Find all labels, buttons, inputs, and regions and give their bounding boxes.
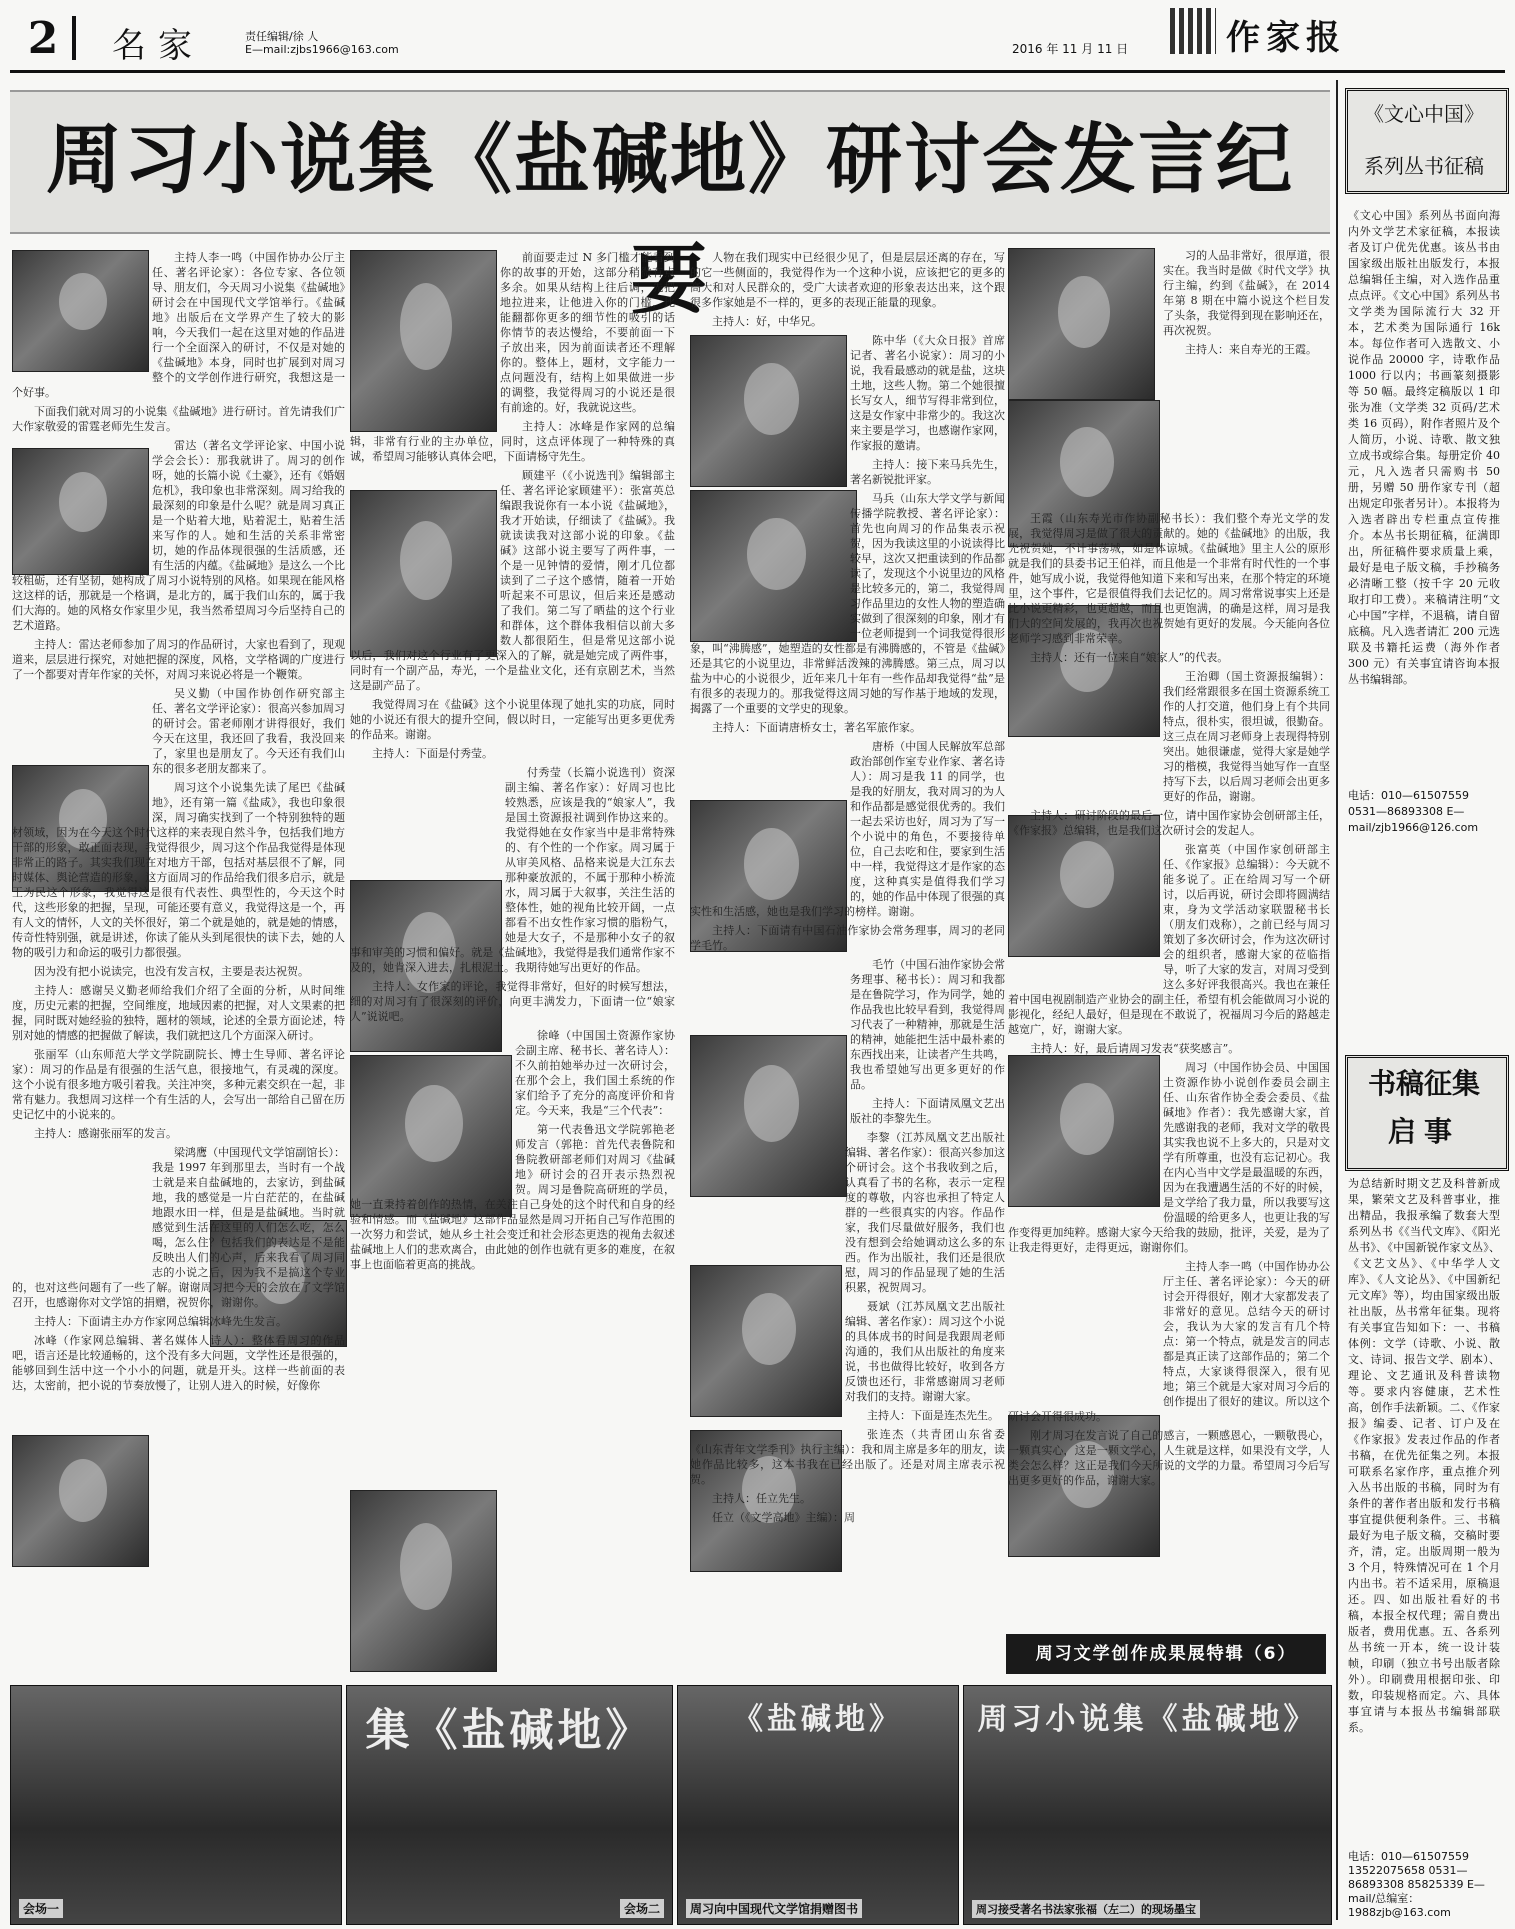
paragraph: 主持人李一鸣（中国作协办公厅主任、著名评论家）：今天的研讨会开得很好，刚才大家都发表了非常好的意见。总结今天的研讨会，我认为大家的发言有几个特点：第一个特点，就是发言的同志都是真正读了这部作品的；第二个特点，大家谈得很深入，很有见地；第三个就是大家对周习今后的创作提出了很好的建议。所以这个研讨会开得很成功。 (1008, 1260, 1330, 1423)
photo-caption: 周习向中国现代文学馆捐赠图书 (686, 1899, 862, 1918)
paragraph: 主持人：下面是付秀莹。 (372, 747, 493, 760)
paragraph: 顾建平（《小说选刊》编辑部主任、著名评论家顾建平）：张富英总编跟我说你有一本小说《盐碱地》，我才开始读，仔细读了《盐碱》。我就读读我对这部小说的印象。《盐碱》这部小说主要写了两件事，一个是一见钟情的爱情，刚才几位都读到了二子这个感情，随着一开始听起来不可思议，但后来还是感动了我们。第二写了晒盐的这个行业和群体，这个群体我相信以前大多数人都很陌生，但是常见这部小说以后，我们对这个行业有了更深入的了解，就是她完成了两件事，同时有一个副产品，寿光，一个是盐业文化，还有京剧艺术，当然这是副产品了。 (350, 469, 675, 692)
paragraph: 主持人：接下来马兵先生，著名新锐批评家。 (850, 458, 1005, 486)
paragraph: 周习（中国作协会员、中国国土资源作协小说创作委员会副主任、山东省作协全委会委员、《盐碱地》作者）：我先感谢大家，首先感谢我的老师，我对文学的敬畏其实我也说不上多大的，只是对文学有所尊重，也没有忘记初心。我在内心当中文学是最温暖的东西，因为在我遭遇生活的不好的时候，是文学给了我力量，所以我要写这份温暖的给更多人，也更让我的写作变得更加纯粹。感谢大家今天给我的鼓励，批评，关爱，是为了让我走得更好，走得更远，谢谢你们。 (1008, 1061, 1330, 1254)
photo-caption: 会场一 (19, 1899, 63, 1918)
paragraph: 聂斌（江苏凤凰文艺出版社编辑、著名作家）：周习这个小说的具体成书的时间是我跟周老师沟通的，我们从出版社的角度来说，书也做得比较好，收到各方反馈也还行，非常感谢周习老师对我们的支持。谢谢大家。 (845, 1300, 1005, 1403)
editor-credit: 责任编辑/徐 人 (245, 30, 319, 43)
paragraph: 我觉得周习在《盐碱》这个小说里体现了她扎实的功底，同时她的小说还有很大的提升空间，假以时日，一定能写出更多更优秀的作品来。谢谢。 (350, 698, 675, 741)
photo-caption: 会场二 (620, 1899, 664, 1918)
paragraph: 主持人：感谢张丽军的发言。 (34, 1127, 177, 1140)
article-column-2 (350, 250, 675, 1675)
bottom-photo-venue-1 (10, 1685, 342, 1925)
paragraph: 主持人：冰峰是作家网的总编辑，非常有行业的主办单位，同时，这点评体现了一种特殊的真诚，希望周习能够认真体会吧，下面请杨守先生。 (350, 420, 675, 463)
photo-overlay-text: 《盐碱地》 (733, 1702, 903, 1737)
paragraph: 前面要走过 N 多门槛才能看到你的故事的开始，这部分稍微有点多余。如果从结构上往后调，先把地拉进来，让他进入你的门槛，比能翻都你更多的细节性的吸引的话你情节的表达慢给，不要前面一下子放出来，因为前面读者还不理解你的。整体上，题材，文字能力一点问题没有，结构上如果做进一步的调整，我觉得周习的小说还是很有前途的。好，我就说这些。 (500, 251, 675, 414)
paragraph: 习的人品非常好，很厚道，很实在。我当时是做《时代文学》执行主编，约到《盐碱》，在 2014 年第 8 期在中篇小说这个栏目发了头条，我觉得到现在影响还在，再次祝贺。 (1163, 249, 1330, 337)
paragraph: 主持人：雷达老师参加了周习的作品研讨，大家也看到了，现观道来，层层进行探究，对她把握的深度，风格，文学格调的广度进行了一个都要对青年作家的关怀，对周习来说必将是一个鞭策。 (12, 638, 345, 681)
qr-code-icon[interactable] (1170, 8, 1216, 54)
bottom-photo-calligraphy (963, 1685, 1332, 1925)
paragraph: 梁鸿鹰（中国现代文学馆副馆长）：我是 1997 年到那里去，当时有一个战士就是来自盐碱地的，去家访，到盐碱地，我的感觉是一片白茫茫的，在盐碱地跟水田一样，但是是盐碱地。当时就感觉到生活在这里的人们怎么吃，怎么喝，怎么住？包括我们的表达是不是能反映出人们的心声，后来我看了周习同志的小说之后，因为我不是搞这个专业的，也对这些问题有了一些了解。谢谢周习把今天的会放在了文学馆召开，也感谢你对文学馆的捐赠，祝贺你，谢谢你。 (12, 1146, 345, 1309)
article-column-3 (690, 250, 1005, 1675)
paragraph: 张连杰（共青团山东省委《山东青年文学季刊》执行主编）：我和周主席是多年的朋友，读她作品比较多，这本书我在已经出版了。还是对周主席表示祝贺。 (690, 1428, 1005, 1486)
sidebar-subtitle-wenxin: 系列丛书征稿 (1364, 154, 1484, 178)
special-feature-tag: 周习文学创作成果展特辑（6） (1006, 1634, 1326, 1674)
paragraph: 下面我们就对周习的小说集《盐碱地》进行研讨。首先请我们广大作家敬爱的雷霆老师先生发言。 (12, 405, 345, 433)
paragraph: 主持人：下面请凤凰文艺出版社的李黎先生。 (850, 1097, 1005, 1125)
paragraph: 主持人：女作家的评论，我觉得非常好，但好的时候写想法，细的对周习有了很深刻的评价，向更丰满发力，下面请一位“娘家人”说说吧。 (350, 980, 675, 1023)
paragraph: 主持人：下面是连杰先生。 (867, 1409, 999, 1422)
editor-email[interactable]: E—mail:zjbs1966@163.com (245, 43, 399, 56)
sidebar-contact-shugao[interactable]: 电话：010—61507559 13522075658 0531—86893308 85825339 E—mail/总编室：1988zjb@163.com (1348, 1850, 1485, 1919)
paragraph: 主持人：感谢吴义勤老师给我们介绍了全面的分析，从时间维度，历史元素的把握，空间维度，地域因素的把握，对人文果素的把握，同时既对她经验的独特，题材的领域，论述的全景方面论述，特别对她的情感的把握做了解读，我们就把这几个方面深入研讨。 (12, 984, 345, 1042)
paragraph: 主持人：来自寿光的王霞。 (1185, 343, 1317, 356)
sidebar-subtitle-shugao: 启事 (1387, 1115, 1460, 1148)
issue-date: 2016 年 11 月 11 日 (1012, 42, 1129, 56)
paragraph: 人物在我们现实中已经很少见了，但是层层还离的存在，写的它一些侧面的，我觉得作为一个这种小说，应该把它的更多的高大和对人民群众的，受广大读者欢迎的形象表达出来，这个跟很多作家她是不一样的，更多的表现正能量的现象。 (690, 251, 1005, 309)
paragraph: 毛竹（中国石油作家协会常务理事、秘书长）：周习和我都是在鲁院学习，作为同学，她的作品我也比较早看到，我觉得周习代表了一种精神，那就是生活的精神，她能把生活中最朴素的东西找出来，让读者产生共鸣，我也希望她写出更多更好的作品。 (850, 958, 1005, 1091)
paragraph: 刚才周习在发言说了自己的感言，一颗感恩心，一颗敬畏心，一颗真实心，这是一颗文学心，人生就是这样，如果没有文学，人类会怎么样？这正是我们今天所说的文学的力量。希望周习今后写出更多更好的作品，谢谢大家。 (1008, 1429, 1330, 1487)
paragraph: 主持人：还有一位来自“娘家人”的代表。 (1030, 651, 1229, 664)
article-column-4 (1008, 248, 1330, 1628)
paragraph: 第一代表鲁迅文学院郭艳老师发言（郭艳：首先代表鲁院和鲁院教研部老师们对周习《盐碱地》研讨会的召开表示热烈祝贺。周习是鲁院高研班的学员，她一直秉持着创作的热情，在关注自己身处的这个时代和自身的经验和情感。而《盐碱地》这部作品显然是周习开拓自己写作范围的一次努力和尝试，她从乡土社会变迁和社会形态更迭的视角去叙述盐碱地上人们的悲欢离合，由此她的创作也就有更多的难度，在叙事上也面临着更高的挑战。 (350, 1123, 675, 1271)
paragraph: 张富英（中国作家创研部主任、《作家报》总编辑）：今天就不能多说了。正在给周习写一个研讨，以后再说，研讨会即将圆满结束，身为文学活动家联盟秘书长（朋友们戏称），之前已经与周习策划了多次研讨会，作为这次研讨会的组织者，感谢大家的莅临指导，听了大家的发言，对周习受到这么多好评我很高兴。我也在兼任着中国电视剧制造产业协会的副主任，希望有机会能做周习小说的影视化，经纪人最好，但是现在不敢说了，祝福周习今后的路越走越宽广，好，谢谢大家。 (1008, 843, 1330, 1036)
page-number-divider (72, 16, 76, 60)
paragraph: 唐桥（中国人民解放军总部政治部创作室专业作家、著名诗人）：周习是我 11 的同学，也是我的好朋友，我对周习的为人和作品都是感觉很优秀的。我们一起去采访也好，周习为了写一个小说中的角色，不要接待单位，自己去吃和住，要家到生活中一样，我觉得这才是作家的态度，这种真实是值得我们学习的，她的作品中体现了很强的真实性和生活感，她也是我们学习的榜样。谢谢。 (690, 740, 1005, 918)
photo-overlay-text: 集《盐碱地》 (365, 1705, 654, 1756)
paragraph: 王霞（山东寿光市作协副秘书长）：我们整个寿光文学的发展，我觉得周习是做了很大的贡献的。她的《盐碱地》的出版，我先祝贺她，不计事荡城，如是体谅城。《盐碱地》里主人公的原形就是我们的县委书记王伯祥，而且他是一个非常有时代性的一个事件，她写成小说，我觉得他知道下来和写出来，在那个特定的环境里，这个事件，它是很值得我们去记忆的。周习常常说事实上还是比小说更精彩，也更超越，而且也更饱满，的确是这样，周习是我们大的空间发展的，我再次也祝贺她有更好的发展。今天能向各位老师学习感到非常荣幸。 (1008, 512, 1330, 645)
sidebar-title-shugao: 书稿征集 (1367, 1067, 1480, 1100)
paragraph: 周习这个小说集先读了尾巴《盐碱地》，还有第一篇《盐咸》，我也印象很深，周习确实找到了一个特别独特的题材领域，因为在今天这个时代这样的来表现自然斗争，包括我们地方干部的形象，敢正面表现，我觉得很少，周习这个作品我觉得是体现非常正的路子。其实我们现在对地方干部，包括对基层很不了解，同时媒体、舆论营造的形象，这方面周习的作品给我们很多启示，就是王为民这个形象，我觉得这是很有代表性、典型性的，今天这个时代，这些形象的把握，呈现，可能还要有意义，我觉得这是一个，再有人文的情怀，人文的关怀很好，第二个就是她的，就是她的情感，传奇性特别强，就是讲述，你读了能从头到尾很快的读下去，她的人物的吸引力和命运的吸引力都很强。 (12, 781, 345, 959)
paragraph: 因为没有把小说读完，也没有发言权，主要是表达祝贺。 (34, 965, 309, 978)
page-number: 2 (27, 13, 59, 64)
paragraph: 张丽军（山东师范大学文学院副院长、博士生导师、著名评论家）：周习的作品是有很强的生活气息，很接地气，有灵魂的深度。这个小说有很多地方吸引着我。关注冲突，多种元素交织在一起，非常有魅力。我想周习这样一个有生活的人，会写出一部给自己留在历史记忆中的小说来的。 (12, 1048, 345, 1121)
paragraph: 付秀莹（长篇小说选刊）资深副主编、著名作家）：好周习也比较熟悉，应该是我的“娘家人”，我是国土资源报社调到作协这来的。我觉得她在女作家当中是非常特殊的、有个性的一个作家。周习属于从审美风格、品格来说是大江东去那种豪放派的，不属于那种小桥流水，周习属于大叙事，关注生活的整体性，她的视角比较开阔，一点都看不出女性作家习惯的脂粉气，她是大女子，不是那种小女子的叙事和审美的习惯和偏好。就是《盐碱地》，我觉得是我们通常作家不及的，她肯深入进去，扎根泥土。我期待她写出更好的作品。 (350, 766, 675, 974)
paragraph: 马兵（山东大学文学与新闻传播学院教授、著名评论家）：首先也向周习的作品集表示祝贺，因为我读这里的小说读得比较早，这次又把重读到的作品都读了，发现这个小说里边的风格是比较多元的，第二，我觉得周习作品里边的女性人物的塑造确实做到了很深刻的印象，刚才有一位老师提到一个词我觉得很形象，叫“沸腾感”，她塑造的女性都是有沸腾感的，不管是《盐碱》还是其它的小说里边，非常鲜活泼辣的沸腾感。第三点，周习以盐为中心的小说很少，近年来几十年有一些作品却我觉得“盐”是有很多的表现力的。那我觉得这周习她的写作基于地域的发现，揭露了一个重要的文学史的现象。 (690, 492, 1005, 715)
paragraph: 任立（《文学高地》主编）：周 (712, 1511, 855, 1524)
paragraph: 李黎（江苏凤凰文艺出版社编辑、著名作家）：很高兴参加这个研讨会。这个书我收到之后，认真看了书的名称，表示一定程度的尊敬，内容也承担了特定人群的一些很真实的内容。作品作家，我们尽量做好服务，我们也没有想到会给她调动这么多的东西。作为出版社，我们还是很欣慰，周习的作品显现了她的生活积累，祝贺周习。 (845, 1131, 1005, 1294)
sidebar-title-wenxin: 《文心中国》 (1364, 102, 1484, 126)
paragraph: 主持人：好，最后请周习发表“获奖感言”。 (1030, 1042, 1240, 1055)
article-headline: 周习小说集《盐碱地》研讨会发言纪要 (46, 115, 1294, 324)
paragraph: 主持人：下面请主办方作家网总编辑冰峰先生发言。 (34, 1315, 287, 1328)
paragraph: 主持人：任立先生。 (712, 1492, 811, 1505)
sidebar-contact-wenxin[interactable]: 电话：010—61507559 0531—86893308 E—mail/zjb1966@126.com (1348, 789, 1479, 834)
paragraph: 王治卿（国土资源报编辑）：我们经常跟很多在国土资源系统工作的人打交道，他们身上有个共同特点，很朴实，很坦诚，很勤奋。这三点在周习老师身上表现得特别突出。她很谦虚，觉得大家是她学习的楷模，我觉得当她写作一直坚持写下去，以后周习老师会出更多更好的作品，谢谢。 (1163, 670, 1330, 803)
sidebar-notice-wenxin: 《文心中国》系列丛书面向海内外文学艺术家征稿，本报读者及订户优先优惠。该丛书由国家级出版社出版发行，本报总编辑任主编，对入选作品重点点评。《文心中国》系列丛书文学类为国际流行大 32 开本，艺术类为国际通行 16k 本。每位作者可入选散文、小说作品 20000 字，诗歌作品 1000 行以内；书画篆刻摄影等 50 幅。最终定稿版以 1 印张为准（文学类 32 页码/艺术类 16 页码），附作者照片及个人简历，小说、诗歌、散文独立成书或综合集。每册定价 40 元，凡入选者只需购书 50 册，另赠 50 册作家专刊（超出规定印张者另计）。本报将为入选者辟出专栏重点宣传推介。本丛书长期征稿，征满即出，所征稿件要求质量上乘，最好是电子版文稿，手抄稿务必清晰工整（按千字 20 元收取打印工费）。来稿请注明“文心中国”字样，不退稿，请自留底稿。凡入选者请汇 200 元选联及书籍托运费（海外作者 300 元）有关事宜请咨询本报丛书编辑部。 (1348, 209, 1500, 686)
photo-caption: 周习接受著名书法家张福（左二）的现场墨宝 (972, 1900, 1200, 1918)
section-title: 名家 (112, 26, 204, 66)
paragraph: 主持人：好，中华兄。 (712, 315, 822, 328)
paragraph: 冰峰（作家网总编辑、著名媒体人诗人）：整体看周习的作品吧，语言还是比较通畅的，这个没有多大问题，文学性还是很强的，能够回到生活中这一个小小的问题，就是开头。这样一些前面的表达，太密前，把小说的节奏放慢了，让别人进入的时候，好像你 (12, 1334, 345, 1392)
sidebar-notice-shugao: 为总结新时期文艺及科普新成果，繁荣文艺及科普事业，推出精品，我报承编了数套大型系列丛书《《当代文库》、《阳光丛书》、《中国新锐作家文丛》、《文艺文丛》、《中华学人文库》、《人文论丛》、《中国新纪元文库》等），均由国家级出版社出版，丛书常年征集。现将有关事宜告知如下：一、书稿体例：文学（诗歌、小说、散文、诗词、报告文学、剧本）、理论、文艺通讯及科普读物等。要求内容健康，艺术性高，创作手法新颖。二、《作家报》编委、记者、订户及在《作家报》发表过作品的作者书稿，在优先征集之列。本报可联系名家作序，重点推介列入丛书出版的书稿，同时为有条件的著作者出版和发行书稿事宜提供便利条件。三、书稿最好为电子版文稿，交稿时要齐，清，定。出版周期一般为 3 个月，特殊情况可在 1 个月内出书。若不适采用，原稿退还。四、如出版社看好的书稿，本报全权代理；需自费出版者，费用优惠。五、各系列丛书统一开本，统一设计装帧，印刷（独立书号出版者除外）。印刷费用根据印张、印数，印装规格而定。六、具体事宜请与本报丛书编辑部联系。 (1348, 1177, 1500, 1734)
paragraph: 主持人李一鸣（中国作协办公厅主任、著名评论家）：各位专家、各位领导、朋友们，今天周习小说集《盐碱地》研讨会在中国现代文学馆举行。《盐碱地》出版后在文学界产生了较大的影响，今天我们一起在这里对她的作品进行一个全面深入的研讨，不仅是对她的《盐碱地》本身，同时也扩展到对周习整个的文学创作进行研究，我想这是一个好事。 (12, 251, 345, 399)
paragraph: 吴义勤（中国作协创作研究部主任、著名文学评论家）：很高兴参加周习的研讨会。雷老师刚才讲得很好，我们今天在这里，我还回了我看，我没回来了，家里也是朋友了。今天还有我们山东的很多老朋友都来了。 (152, 687, 345, 775)
bottom-photo-venue-2 (346, 1685, 673, 1925)
newspaper-masthead: 作家报 (1226, 18, 1346, 58)
header-rule (10, 70, 1505, 73)
paragraph: 主持人：下面请唐桥女士，著名军旅作家。 (712, 721, 921, 734)
article-column-1 (12, 250, 345, 1675)
paragraph: 雷达（著名文学评论家、中国小说学会会长）：那我就讲了。周习的创作呀，她的长篇小说《土豪》，还有《婚姻危机》，我印象也非常深刻。周习给我的最深刻的印象是什么呢？就是周习真正是一个贴着大地，贴着泥土，贴着生活来写作的人。她和生活的关系非常密切，她的作品体现很强的生活质感，还有生活的内蕴。《盐碱地》是这么一个比较粗砺，还有坚韧，她构成了周习小说特别的风格。如果现在能风格这这样的话，那就是一个格调，是北方的，属于我们山东的，属于我们大海的。她的风格女作家里少见，我当然希望周习今后坚持自己的艺术道路。 (12, 439, 345, 632)
paragraph: 陈中华（《大众日报》首席记者、著名小说家）：周习的小说，我看最感动的就是盐，这块土地，这些人物。第二个她很擅长写女人，细节写得非常到位，这是女作家中非常少的。我这次来主要是学习，也感谢作家网，作家报的邀请。 (850, 334, 1005, 452)
photo-overlay-text: 周习小说集《盐碱地》 (977, 1702, 1318, 1737)
bottom-photo-donation (677, 1685, 959, 1925)
paragraph: 主持人：下面请有中国石油作家协会常务理事，周习的老同学毛竹。 (690, 924, 1005, 952)
sidebar-divider (1336, 80, 1338, 1920)
paragraph: 徐峰（中国国土资源作家协会副主席、秘书长、著名诗人）：不久前拍她举办过一次研讨会，在那个会上，我们国土系统的作家们给予了充分的高度评价和肯定。今天来，我是“三个代表”： (515, 1029, 675, 1117)
paragraph: 主持人：研讨阶段的最后一位，请中国作家协会创研部主任，《作家报》总编辑，也是我们这次研讨会的发起人。 (1008, 809, 1330, 837)
